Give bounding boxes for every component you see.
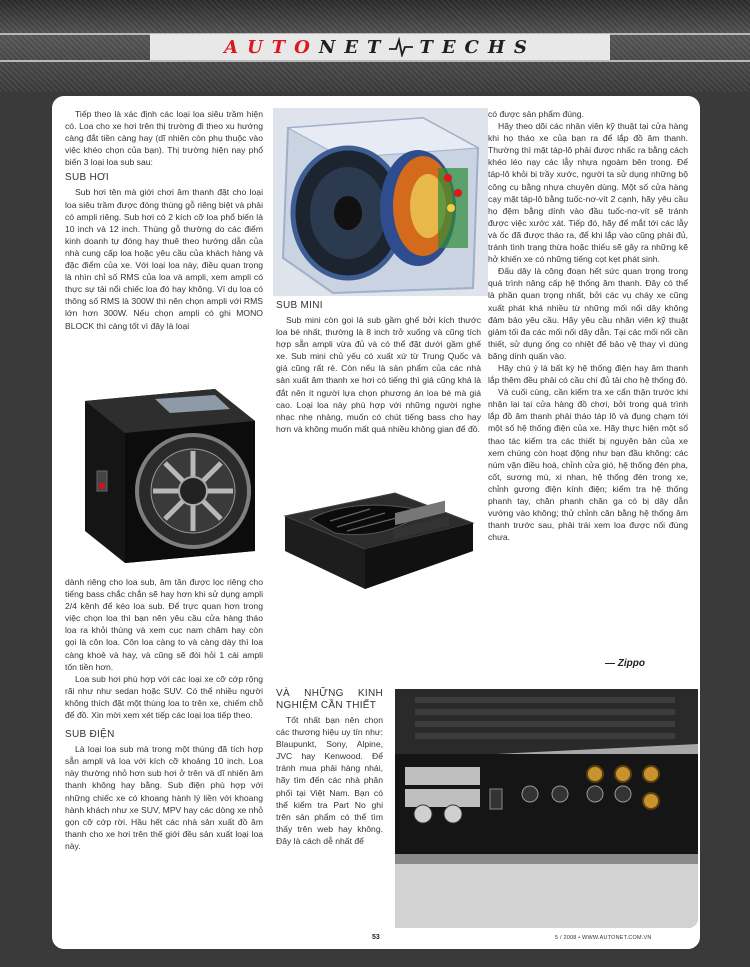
col3-p4: Hãy chú ý là bất kỳ hệ thống điện hay âm thanh lắp thêm đều phải có cầu chì đủ tải cho hệ thống đó. xyxy=(488,362,688,386)
underseat-subwoofer-image xyxy=(275,471,485,603)
article-panel xyxy=(52,96,700,949)
sub-mini-paragraph: Sub mini còn gọi là sub gầm ghế bởi kích thước loa bé nhất, thường là 8 inch trở xuống và cũng tích hợp sẵn ampli vừa đủ và có thể đặt dưới gầm ghế xe. Sub mini chủ yếu có xuất xứ từ Trung Quốc và giá cũng rất rẻ. Còn nếu là sản phẩm của các nhà sản xuất âm thanh xe hơi có tiếng thì giá cũng khá là đắt nên ít người lựa chọn phương án loa bé mà giá cao. Loại loa này phù hợp với những người nghe nhạc nhẹ nhàng, muốn có chút tiếng bass cho hay hơn và không muốn mất quá nhiều không gian để đồ. xyxy=(276,315,481,434)
page-number: 53 xyxy=(372,934,380,941)
header-band xyxy=(0,0,750,92)
continued-paragraph: dành riêng cho loa sub, âm tần được lọc riêng cho tiếng bass chắc chắn sẽ hay hơn khi sử dụng ampli 2/4 kênh để kéo loa sub. Để trực quan hơn trong việc chọn loa thì bạn nên yêu cầu cửa hàng tháo loa ra khỏi thùng và xem cục nam châm hay còn gọi là côn loa. Côn loa càng to và càng dày thì loa càng khoẻ và hay, và cũng sẽ đòi hỏi 1 cái ampli tốn tiền hơn. xyxy=(65,577,263,672)
intro-paragraph: Tiếp theo là xác định các loại loa siêu trầm hiện có. Loa cho xe hơi trên thị trường đi theo xu hướng càng đắt tiền càng hay (dĩ nhiên còn phụ thuộc vào việc khéo chọn của bạn). Thị trường hiện nay phổ biến 3 loại loa sub sau: xyxy=(65,109,263,168)
footer-issue: 5 / 2008 • WWW.AUTONET.COM.VN xyxy=(555,935,652,941)
author-signature: — Zippo xyxy=(605,658,645,669)
column-1-top xyxy=(65,108,263,332)
subwoofer-box-image xyxy=(65,381,263,568)
header-auto: AUTO xyxy=(224,36,319,58)
sub-hoi-paragraph-2: Loa sub hơi phù hợp với các loại xe cỡ cớp rộng rãi như như sedan hoặc SUV. Có thể nhiều người không thích đặt một thùng loa to trên xe, chiếm chỗ để đồ. Xin mời xem xét tiếp các loại loa tiếp theo. xyxy=(65,673,263,721)
col3-p3: Đấu dây là công đoạn hết sức quan trọng trong quá trình nâng cấp hệ thống âm thanh. Đây có thể là phần quan trọng nhất, bởi các vụ cháy xe cũng xuất phát khá nhiều từ những mối nối dây không đảm bảo yêu cầu. Hãy yêu cầu nhân viên kỹ thuật giảm tối đa các mối nối dây dẫn. Tại các mối nối cần thiết, sử dụng ống co nhiệt để bảo vệ thay vì dùng băng dính quấn vào. xyxy=(488,266,688,361)
sub-hoi-heading: SUB HƠI xyxy=(65,172,110,184)
sub-dien-paragraph: Là loại loa sub mà trong một thùng đã tích hợp sẵn ampli và loa với kích cỡ khoảng 10 inch. Loa này thường nhỏ hơn sub hơi ở trên và dĩ nhiên âm thanh không hay bằng. Sub điện phù hợp với những chiếc xe có khoang hành lý liền với khoang hành khách như xe SUV, MPV hay các dòng xe nhỏ gọn cỡ cớp rời. Hầu hết các nhà sản xuất đồ âm thanh cho xe hơi trên thế giới đều sản xuất loại loa này. xyxy=(65,744,263,851)
sub-hoi-paragraph: Sub hơi tên mà giới chơi âm thanh đặt cho loại loa siêu trầm được đóng thùng gỗ riêng biệt và phải có ampli riêng. Sub hơi có 2 kích cỡ loa phổ biến là 10 inch và 12 inch. Thùng gỗ thường do các điểm kinh doanh tự đóng hay thuê theo hướng dẫn của nhà cung cấp loa hoặc yêu cầu của khách hàng và đặc điểm của xe. Với loại loa này, điều quan trọng là nhìn chỉ số RMS của loa và ampli, xem ampli có thực sự tải nổi chiếc loa đó hay không. Ví dụ loa có thông số RMS là 300W thì nên chọn ampli với RMS lớn hơn 300W. Nếu chọn ampli có ghi MONO BLOCK thì càng tốt vì đây là loại xyxy=(65,187,263,331)
sub-mini-heading: SUB MINI xyxy=(276,300,323,311)
amplifier-image xyxy=(395,689,698,928)
tips-heading: VÀ NHỮNG KINH NGHIỆM CẦN THIẾT xyxy=(276,688,383,711)
col3-p2: Hãy theo dõi các nhân viên kỹ thuật tại cửa hàng khi họ tháo xe của bạn ra để lắp đồ âm thanh. Thường thì mặt táp-lô phải được nhấc ra bằng cách khéo léo nạy các lẫy nhựa ngoàm bên trong. Để táp-lô khỏi bị trầy xước, người ta sử dụng những bộ công cụ bằng nhựa chuyên dùng. Một số cửa hàng cạy mặt táp-lô bằng tuốc-nơ-vít 2 cạnh, hãy yêu cầu họ đệm bằng dính vào đầu tuốc-nơ-vít sẽ tránh được việc xước xát. Tiếp đó, hãy để mắt tới các lẫy và ốc đã được tháo ra, để khi lắp vào cũng phải đủ, tránh tình trạng thừa hoặc thiếu sẽ gây ra những kẽ hở khiến xe có những tiếng cọt kẹt phát sinh. xyxy=(488,121,688,265)
header-net: NET xyxy=(318,36,390,58)
header-techs: TECHS xyxy=(419,36,536,58)
section-header xyxy=(150,34,610,60)
pulse-icon xyxy=(389,37,413,57)
col3-p5: Và cuối cùng, cần kiểm tra xe cẩn thận trước khi nhận lại tại cửa hàng đồ chơi, bởi trong quá trình lắp đồ âm thanh phải tháo táp lô và đụng chạm tới một số hệ thống điện của xe. Hãy thực hiện một số thao tác kiểm tra các thiết bị nguyên bản của xe xem chúng còn hoạt động như bạn đầu không: các núm vặn điều hoà, chỉnh cửa gió, hệ thống đèn pha, cốt, sương mù, xi nhan, hệ thống đèn trong xe, chỉnh gương điện kính điện; kiểm tra hệ thống phanh tay, chân phanh chân ga có bị dây dẫn vướng vào không; thử chỉnh cân bằng hệ thống âm thanh trước sau, phải trái xem loa được nối đúng chưa. xyxy=(488,387,688,543)
column-2-bottom xyxy=(276,684,383,847)
sub-dien-heading: SUB ĐIỆN xyxy=(65,729,115,741)
column-2-top xyxy=(276,296,481,435)
transparent-subwoofer-image xyxy=(273,108,488,296)
col3-p1: có được sản phẩm đúng. xyxy=(488,109,584,119)
tips-paragraph: Tốt nhất bạn nên chọn các thương hiệu uy tín như: Blaupunkt, Sony, Alpine, JVC hay Kenwood. Để tránh mua phải hàng nhái, hãy tìm đến các nhà phân phối tại Việt Nam. Bạn có thể kiểm tra Part No ghi trên sản phẩm có thể tìm thấy trên web hay không. Đây là cách dễ nhất để xyxy=(276,715,383,846)
header-stripe xyxy=(0,60,750,62)
column-1-bottom xyxy=(65,576,263,852)
column-3 xyxy=(488,108,688,543)
